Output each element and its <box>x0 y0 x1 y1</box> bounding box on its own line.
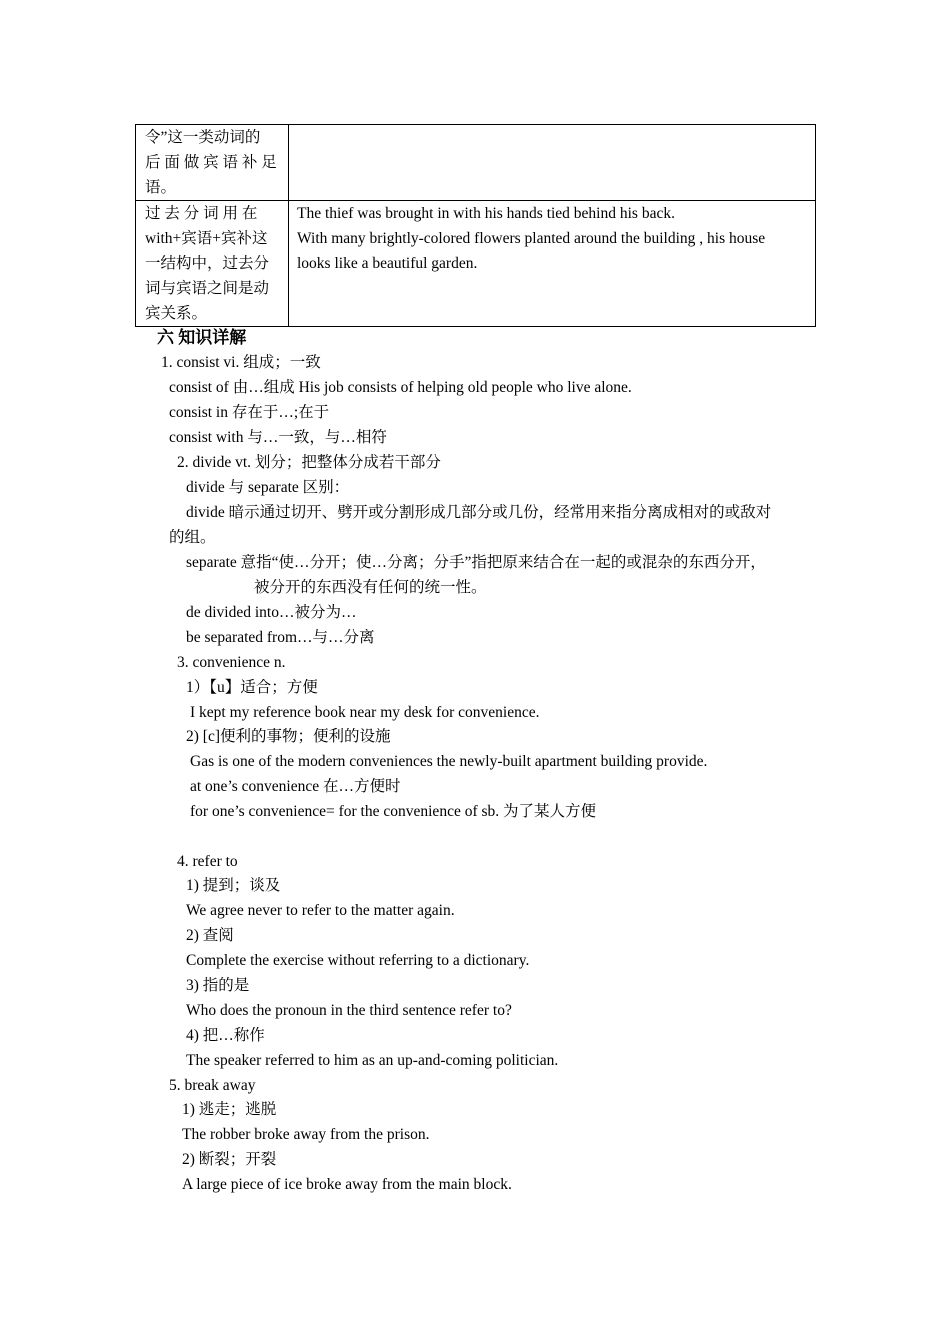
text-line: 4. refer to <box>177 853 238 870</box>
text-line: 3. convenience n. <box>177 654 286 671</box>
text-line: A large piece of ice broke away from the main block. <box>182 1176 512 1193</box>
section-heading: 六 知识详解 <box>157 328 247 347</box>
cell-line: 后 面 做 宾 语 补 足 <box>145 154 277 171</box>
text-line: 的组。 <box>169 529 216 546</box>
text-line: I kept my reference book near my desk for convenience. <box>190 704 540 721</box>
text-line: The speaker referred to him as an up-and-coming politician. <box>186 1052 559 1069</box>
text-line: 5. break away <box>169 1077 256 1094</box>
cell-line: looks like a beautiful garden. <box>297 255 478 272</box>
text-line: 2) [c]便利的事物；便利的设施 <box>186 728 391 745</box>
text-line: Who does the pronoun in the third sentence refer to? <box>186 1002 512 1019</box>
text-line: divide 暗示通过切开、劈开或分割形成几部分或几份，经常用来指分离成相对的或敌对 <box>186 504 772 521</box>
text-line: 被分开的东西没有任何的统一性。 <box>254 579 487 596</box>
text-line: 3) 指的是 <box>186 977 250 994</box>
text-line: Complete the exercise without referring to a dictionary. <box>186 952 530 969</box>
cell-line: 一结构中，过去分 <box>145 255 270 272</box>
cell-line: 宾关系。 <box>145 305 208 322</box>
text-line: for one’s convenience= for the convenience of sb. 为了某人方便 <box>190 803 597 820</box>
text-line: 1. consist vi. 组成；一致 <box>161 354 321 371</box>
table-cell-rule <box>136 125 289 201</box>
cell-line: 令”这一类动词的 <box>145 129 261 146</box>
table-row <box>136 125 816 201</box>
text-line: 2) 查阅 <box>186 927 234 944</box>
text-line: consist with 与…一致，与…相符 <box>169 429 387 446</box>
text-line: 1) 提到；谈及 <box>186 877 281 894</box>
table-row <box>136 201 816 327</box>
table-cell-example <box>289 201 816 327</box>
text-line: 4) 把…称作 <box>186 1027 265 1044</box>
cell-line: With many brightly-colored flowers planted around the building , his house <box>297 230 766 247</box>
text-line: 1）【u】适合；方便 <box>186 679 318 696</box>
text-line: consist of 由…组成 His job consists of helping old people who live alone. <box>169 379 632 396</box>
text-line: 1) 逃走；逃脱 <box>182 1101 277 1118</box>
cell-line: 语。 <box>145 179 177 196</box>
text-line: be separated from…与…分离 <box>186 629 375 646</box>
text-line: consist in 存在于…;在于 <box>169 404 330 421</box>
table-cell-example <box>289 125 816 201</box>
grammar-table <box>135 124 816 327</box>
cell-line: 词与宾语之间是动 <box>145 280 270 297</box>
table-cell-rule <box>136 201 289 327</box>
text-line: at one’s convenience 在…方便时 <box>190 778 401 795</box>
text-line: 2. divide vt. 划分；把整体分成若干部分 <box>177 454 441 471</box>
text-line: divide 与 separate 区别： <box>186 479 350 496</box>
cell-line: The thief was brought in with his hands tied behind his back. <box>297 205 675 222</box>
text-line: de divided into…被分为… <box>186 604 357 621</box>
cell-line: with+宾语+宾补这 <box>145 230 268 247</box>
text-line: We agree never to refer to the matter again. <box>186 902 455 919</box>
cell-line: 过 去 分 词 用 在 <box>145 205 258 222</box>
text-line: 2) 断裂；开裂 <box>182 1151 277 1168</box>
text-line: The robber broke away from the prison. <box>182 1126 430 1143</box>
text-line: separate 意指“使…分开；使…分离；分手”指把原来结合在一起的或混杂的东西分开， <box>186 554 766 571</box>
text-line: Gas is one of the modern conveniences the newly-built apartment building provide. <box>190 753 708 770</box>
